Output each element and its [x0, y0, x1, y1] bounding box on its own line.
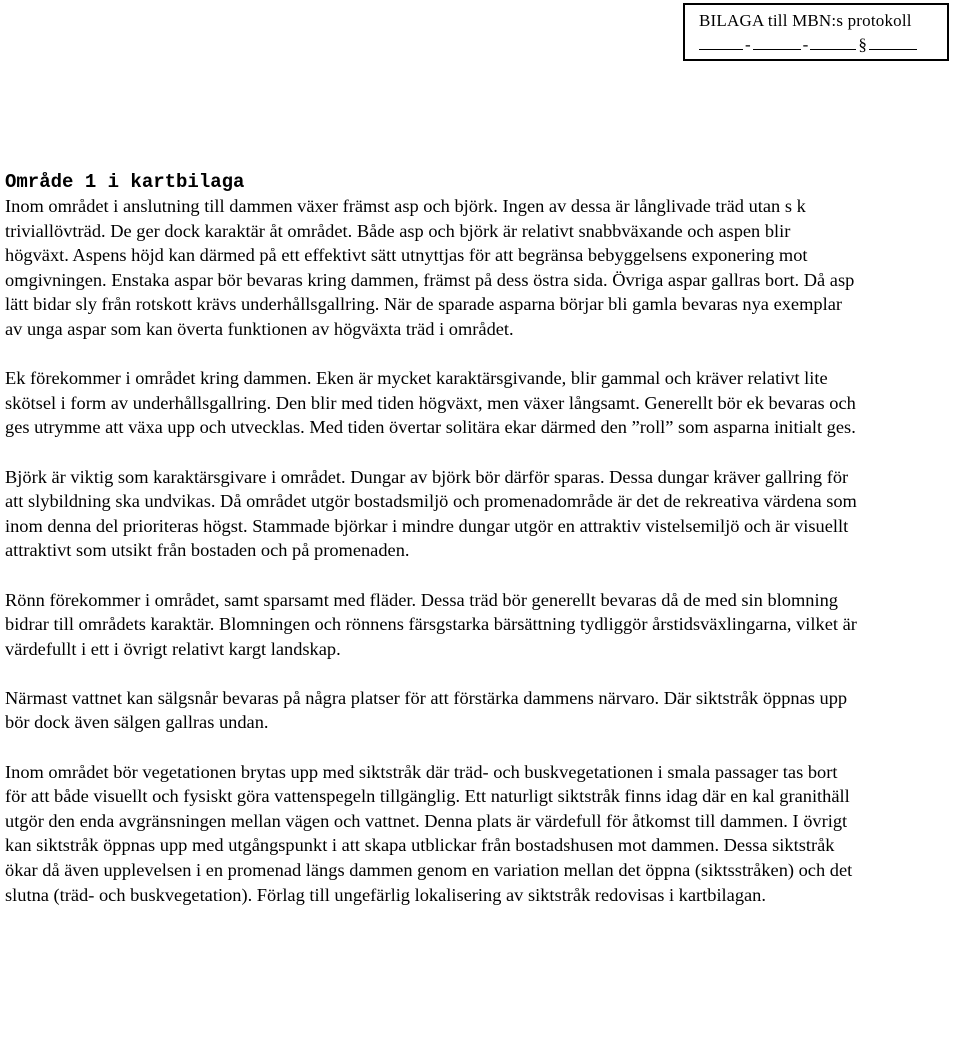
stamp-blank-4 [869, 35, 917, 50]
stamp-reference-line [699, 35, 917, 55]
paragraph-asp-bjork: Inom området i anslutning till dammen växer främst asp och björk. Ingen av dessa är långlivade träd utan s k triviallövträd. De ger dock karaktär åt området. Både asp och björk är relativt snabbväxande och aspen blir högväxt. Aspens höjd kan därmed på ett effektivt sätt utnyttjas för att begränsa bebyggelsens exponering mot omgivningen. Enstaka aspar bör bevaras kring dammen, främst på dess östra sida. Övriga aspar gallras bort. Då asp lätt bidar sly från rotskott krävs underhållsgallring. När de sparade asparna börjar bli gamla bevaras nya exemplar av unga aspar som kan överta funktionen av högväxta träd i området. [5, 196, 855, 339]
paragraph-siktstrak: Inom området bör vegetationen brytas upp med siktstråk där träd- och buskvegetationen i smala passager tas bort för att både visuellt och fysiskt göra vattenspegeln tillgänglig. Ett naturligt siktstråk finns idag där en kal granithäll utgör den enda avgränsningen mellan vägen och vattnet. Denna plats är värdefull för åtkomst till dammen. I övrigt kan siktstråk öppnas upp med utgångspunkt i att skapa utblickar från bostadshusen mot dammen. Dessa siktstråk ökar då även upplevelsen i en promenad längs dammen genom en variation mellan det öppna (siktsstråken) och det slutna (träd- och buskvegetation). Förlag till ungefärlig lokalisering av siktstråk redovisas i kartbilagan. [5, 761, 853, 905]
paragraph-salg: Närmast vattnet kan sälgsnår bevaras på några platser för att förstärka dammens närvaro. Där siktstråk öppnas upp bör dock även sälgen gallras undan. [5, 687, 848, 733]
stamp-blank-2 [753, 35, 801, 50]
paragraph-ek: Ek förekommer i området kring dammen. Eken är mycket karaktärsgivande, blir gammal och kräver relativt lite skötsel i form av underhållsgallring. Den blir med tiden högväxt, men växer långsamt. Generellt bör ek bevaras och ges utrymme att växa upp och utvecklas. Med tiden övertar solitära ekar därmed den ”roll” som asparna initialt ges. [5, 368, 856, 438]
stamp-title: BILAGA till MBN:s protokoll [699, 11, 912, 30]
stamp-section-sign: § [858, 35, 867, 54]
protocol-stamp [683, 3, 949, 61]
document-body [5, 170, 857, 932]
stamp-separator-2: - [802, 35, 809, 54]
stamp-blank-1 [699, 35, 743, 50]
paragraph-bjork: Björk är viktig som karaktärsgivare i området. Dungar av björk bör därför sparas. Dessa dungar kräver gallring för att slybildning ska undvikas. Då området utgör bostadsmiljö och promenadområde är det de rekreativa värdena som inom denna del prioriteras högst. Stammade björkar i mindre dungar utgör en attraktiv vistelsemiljö och är visuellt attraktivt som utsikt från bostaden och på promenaden. [5, 466, 857, 561]
stamp-separator-1: - [745, 35, 751, 54]
section-heading: Område 1 i kartbilaga [5, 171, 245, 193]
stamp-blank-3 [810, 35, 856, 50]
paragraph-ronn: Rönn förekommer i området, samt sparsamt med fläder. Dessa träd bör generellt bevaras då de med sin blomning bidrar till områdets karaktär. Blomningen och rönnens färsgstarka bärsättning tydliggör årstidsväxlingarna, vilket är värdefullt i ett i övrigt relativt kargt landskap. [5, 589, 857, 659]
